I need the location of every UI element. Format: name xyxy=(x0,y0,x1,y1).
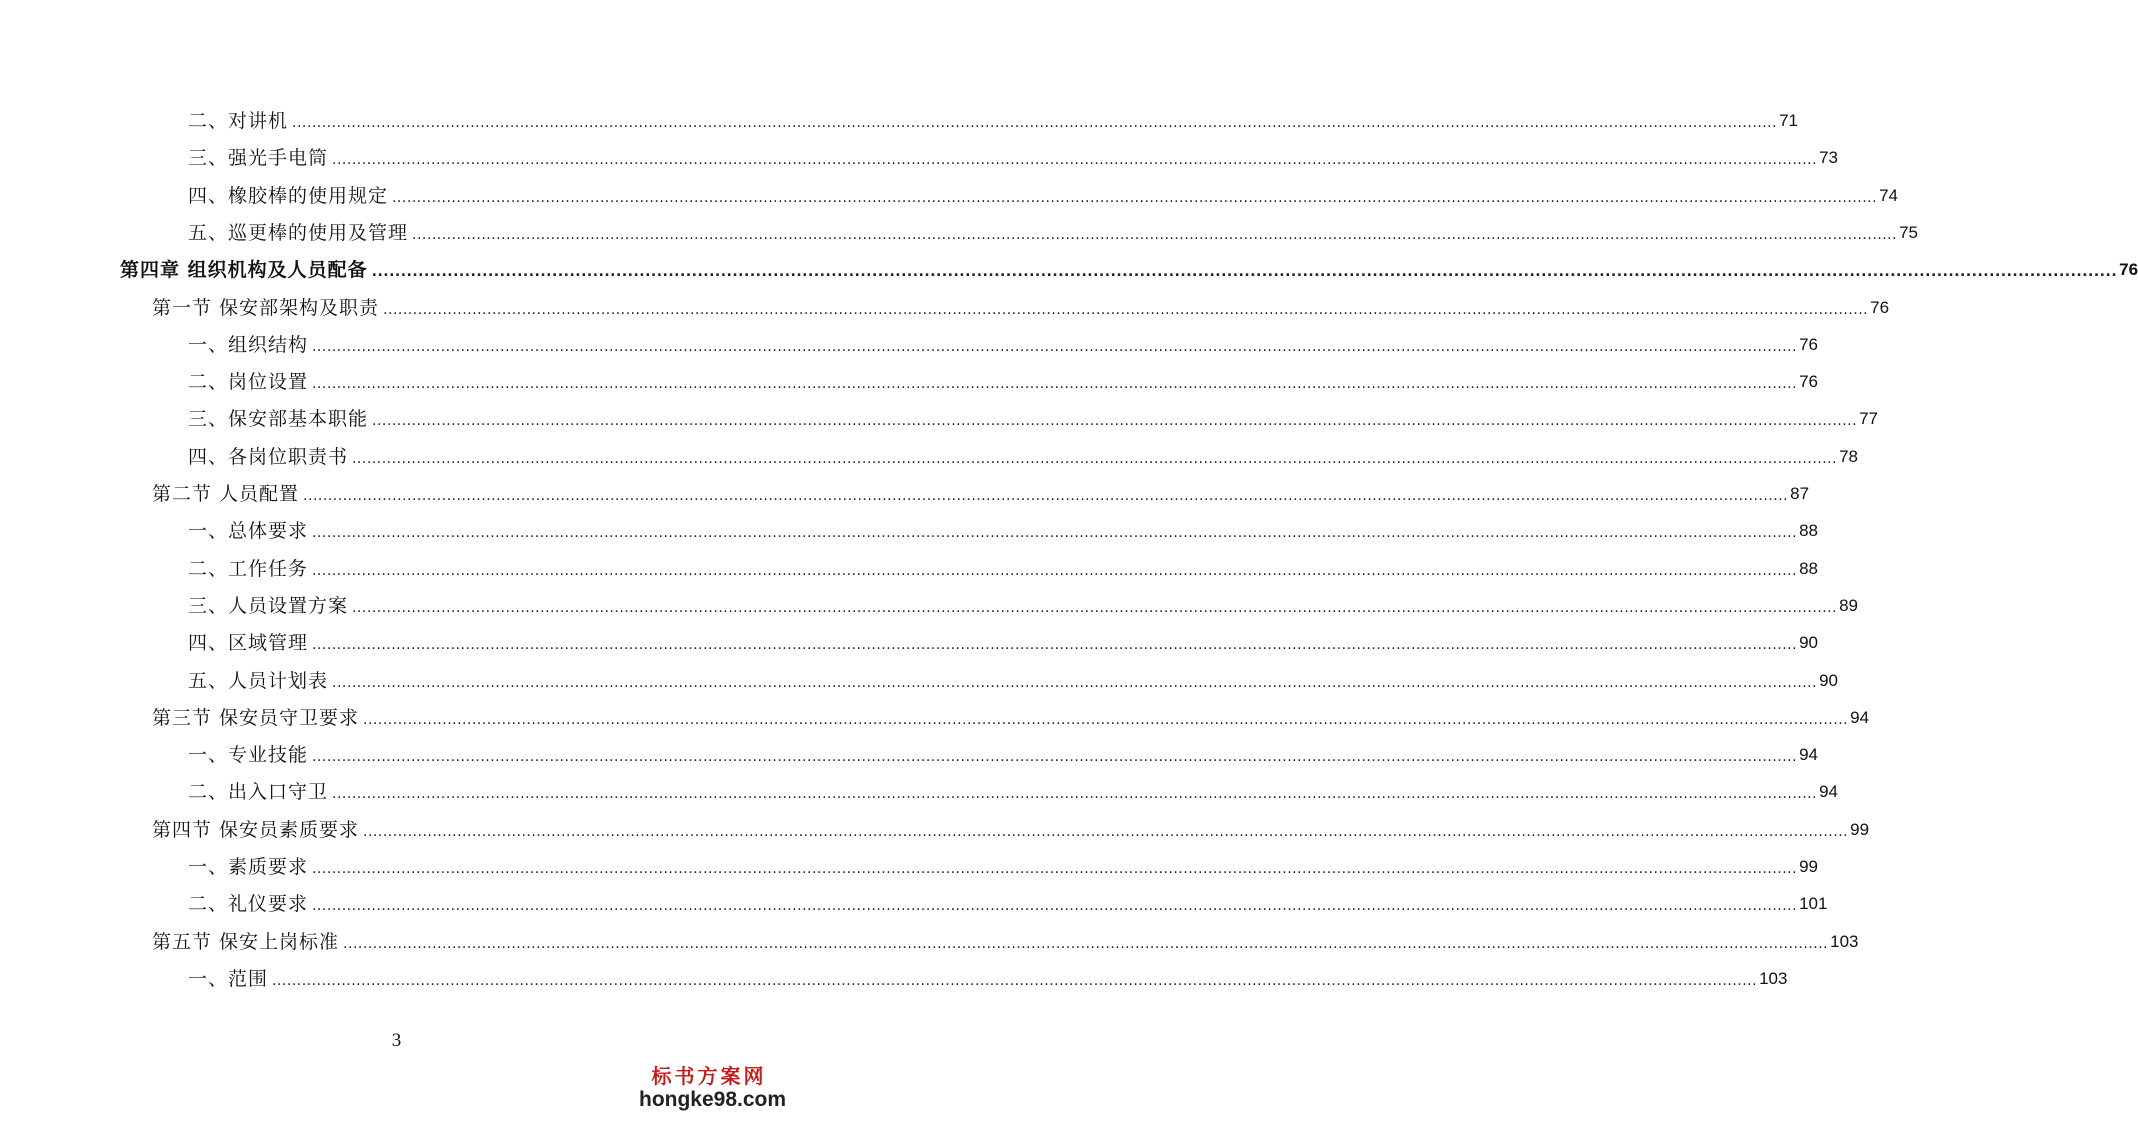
toc-subsection-entry[interactable] xyxy=(188,624,1818,655)
toc-leader-dots: ............................................................................................................................................................................................................................................................................................................ xyxy=(272,972,1758,989)
toc-subsection-entry[interactable] xyxy=(188,512,1818,543)
toc-section-entry[interactable] xyxy=(152,923,1859,953)
toc-leader-dots: ............................................................................................................................................................................................................................................................................................................ xyxy=(352,450,1838,467)
toc-entry-title: 一、组织结构 xyxy=(188,333,309,356)
toc-entry-title: 五、巡更棒的使用及管理 xyxy=(188,221,409,244)
toc-subsection-entry[interactable] xyxy=(188,363,1818,394)
toc-leader-dots: ............................................................................................................................................................................................................................................................................................................ xyxy=(332,674,1818,691)
toc-entry-page-number: 94 xyxy=(1799,745,1818,765)
toc-leader-dots: ............................................................................................................................................................................................................................................................................................................ xyxy=(332,152,1818,169)
toc-entry-page-number: 90 xyxy=(1799,633,1818,653)
toc-entry-title: 三、强光手电筒 xyxy=(188,147,329,170)
toc-leader-dots: ............................................................................................................................................................................................................................................................................................................ xyxy=(363,823,1849,840)
toc-entry-title: 五、人员计划表 xyxy=(188,669,329,692)
toc-entry-title: 第一节 保安部架构及职责 xyxy=(152,296,380,319)
watermark-url-text: hongke98.com xyxy=(639,1088,787,1111)
toc-leader-dots: ............................................................................................................................................................................................................................................................................................................ xyxy=(343,935,1829,952)
toc-entry-title: 一、素质要求 xyxy=(188,856,309,878)
toc-subsection-entry[interactable] xyxy=(188,214,1918,244)
toc-subsection-entry[interactable] xyxy=(188,960,1788,990)
toc-entry-title: 二、礼仪要求 xyxy=(188,893,309,916)
toc-section-entry[interactable] xyxy=(152,811,1870,841)
toc-entry-title: 第四节 保安员素质要求 xyxy=(152,818,360,841)
toc-entry-page-number: 76 xyxy=(1799,372,1818,392)
toc-leader-dots: ............................................................................................................................................................................................................................................................................................................ xyxy=(312,525,1798,542)
toc-leader-dots: ............................................................................................................................................................................................................................................................................................................ xyxy=(412,226,1898,243)
toc-entry-page-number: 77 xyxy=(1859,409,1878,429)
toc-subsection-entry[interactable] xyxy=(188,662,1838,692)
toc-entry-page-number: 103 xyxy=(1830,931,1859,951)
toc-entry-page-number: 88 xyxy=(1799,558,1818,578)
toc-entry-page-number: 88 xyxy=(1799,521,1818,541)
toc-entry-page-number: 87 xyxy=(1790,484,1810,503)
toc-section-entry[interactable] xyxy=(152,475,1810,505)
toc-entry-title: 一、总体要求 xyxy=(188,520,309,543)
toc-entry-title: 四、区域管理 xyxy=(188,632,309,655)
toc-subsection-entry[interactable] xyxy=(188,736,1818,767)
toc-entry-page-number: 71 xyxy=(1779,111,1798,130)
toc-entry-page-number: 101 xyxy=(1799,894,1828,914)
toc-entry-title: 第四章 组织机构及人员配备 xyxy=(120,259,368,282)
toc-entry-page-number: 73 xyxy=(1819,148,1838,168)
toc-leader-dots: ............................................................................................................................................................................................................................................................................................................ xyxy=(332,786,1818,803)
toc-entry-title: 一、专业技能 xyxy=(188,744,309,767)
toc-subsection-entry[interactable] xyxy=(188,587,1858,617)
toc-entry-title: 二、岗位设置 xyxy=(188,371,309,394)
toc-subsection-entry[interactable] xyxy=(188,177,1898,207)
toc-entry-title: 第五节 保安上岗标准 xyxy=(152,930,340,953)
toc-entry-page-number: 76 xyxy=(2119,260,2138,280)
toc-subsection-entry[interactable] xyxy=(188,438,1858,468)
toc-leader-dots: ............................................................................................................................................................................................................................................................................................................ xyxy=(392,189,1878,206)
toc-entry-page-number: 76 xyxy=(1870,297,1890,317)
toc-leader-dots: ............................................................................................................................................................................................................................................................................................................ xyxy=(383,301,1869,318)
toc-entry-title: 四、橡胶棒的使用规定 xyxy=(188,184,389,207)
toc-entry-title: 第二节 人员配置 xyxy=(152,483,300,505)
toc-leader-dots: ............................................................................................................................................................................................................................................................................................................ xyxy=(292,115,1778,131)
toc-chapter-entry[interactable] xyxy=(120,251,2138,282)
toc-section-entry[interactable] xyxy=(152,699,1870,729)
toc-entry-title: 三、人员设置方案 xyxy=(188,594,349,617)
toc-entry-page-number: 94 xyxy=(1850,707,1870,727)
toc-subsection-entry[interactable] xyxy=(188,400,1878,431)
toc-entry-page-number: 76 xyxy=(1799,334,1818,354)
toc-entry-page-number: 89 xyxy=(1839,595,1858,615)
toc-leader-dots: ............................................................................................................................................................................................................................................................................................................ xyxy=(352,599,1838,616)
toc-leader-dots: ............................................................................................................................................................................................................................................................................................................ xyxy=(312,749,1798,766)
toc-entry-page-number: 74 xyxy=(1879,185,1898,205)
toc-entry-page-number: 94 xyxy=(1819,782,1838,802)
toc-entry-page-number: 99 xyxy=(1799,857,1818,876)
toc-entry-page-number: 103 xyxy=(1759,968,1788,988)
toc-leader-dots: ............................................................................................................................................................................................................................................................................................................ xyxy=(312,562,1798,579)
toc-entry-title: 二、出入口守卫 xyxy=(188,781,329,804)
toc-entry-title: 一、范围 xyxy=(188,967,269,990)
toc-leader-dots: ............................................................................................................................................................................................................................................................................................................ xyxy=(312,861,1798,877)
toc-entry-title: 第三节 保安员守卫要求 xyxy=(152,706,360,729)
page-number: 3 xyxy=(391,1030,402,1051)
toc-subsection-entry[interactable] xyxy=(188,848,1818,878)
toc-leader-dots: ............................................................................................................................................................................................................................................................................................................ xyxy=(363,711,1849,728)
toc-leader-dots: ............................................................................................................................................................................................................................................................................................................ xyxy=(371,264,2118,281)
toc-subsection-entry[interactable] xyxy=(188,139,1838,170)
toc-section-entry[interactable] xyxy=(152,289,1890,319)
toc-leader-dots: ............................................................................................................................................................................................................................................................................................................ xyxy=(372,413,1858,430)
toc-subsection-entry[interactable] xyxy=(188,885,1828,916)
toc-leader-dots: ............................................................................................................................................................................................................................................................................................................ xyxy=(312,637,1798,654)
toc-entry-title: 四、各岗位职责书 xyxy=(188,445,349,468)
toc-leader-dots: ............................................................................................................................................................................................................................................................................................................ xyxy=(312,376,1798,393)
watermark-logo xyxy=(639,1064,787,1112)
toc-subsection-entry[interactable] xyxy=(188,102,1798,132)
toc-leader-dots: ............................................................................................................................................................................................................................................................................................................ xyxy=(303,488,1789,504)
toc-subsection-entry[interactable] xyxy=(188,773,1838,804)
toc-leader-dots: ............................................................................................................................................................................................................................................................................................................ xyxy=(312,338,1798,355)
toc-entry-title: 三、保安部基本职能 xyxy=(188,408,369,431)
toc-leader-dots: ............................................................................................................................................................................................................................................................................................................ xyxy=(312,898,1798,915)
toc-entry-title: 二、对讲机 xyxy=(188,110,289,132)
toc-entry-page-number: 90 xyxy=(1819,670,1838,690)
watermark-chinese-text: 标书方案网 xyxy=(651,1064,767,1088)
toc-subsection-entry[interactable] xyxy=(188,326,1818,356)
toc-entry-title: 二、工作任务 xyxy=(188,557,309,580)
toc-subsection-entry[interactable] xyxy=(188,550,1818,580)
toc-entry-page-number: 78 xyxy=(1839,446,1858,466)
toc-entry-page-number: 75 xyxy=(1899,222,1918,242)
toc-entry-page-number: 99 xyxy=(1850,819,1870,839)
